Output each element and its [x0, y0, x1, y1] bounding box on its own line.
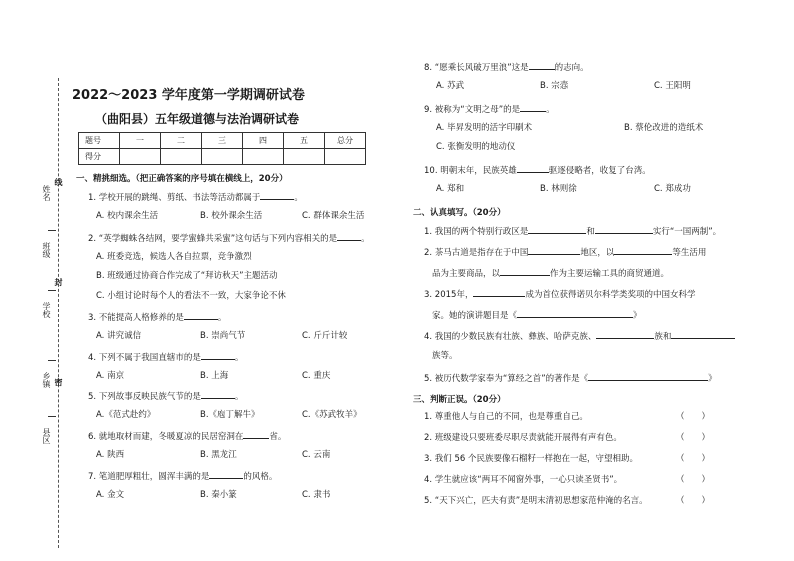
binding-township-label: 乡镇 — [42, 372, 51, 388]
fill-blank[interactable] — [473, 289, 525, 297]
fill-blank[interactable] — [528, 226, 586, 234]
binding-underline — [48, 360, 56, 361]
answer-blank[interactable] — [209, 471, 243, 479]
answer-blank[interactable] — [201, 352, 235, 360]
section3-heading: 三、判断正误。（20分） — [413, 395, 506, 405]
binding-name-label: 姓名 — [42, 185, 51, 201]
table-cell: 五 — [284, 133, 325, 149]
exam-subtitle: （曲阳县）五年级道德与法治调研试卷 — [95, 112, 300, 126]
option: A. 金文 — [96, 490, 125, 500]
option: A. 校内课余生活 — [96, 211, 159, 221]
answer-blank[interactable] — [529, 62, 555, 70]
fill-blank[interactable] — [596, 331, 654, 339]
table-cell: 二 — [161, 133, 202, 149]
score-table-header-row — [79, 133, 366, 149]
judge-item-3: 3. 我们 56 个民族要像石榴籽一样抱在一起，守望相助。 — [424, 454, 639, 464]
option: B. 校外课余生活 — [200, 211, 263, 221]
question-8: 8. “愿乘长风破万里浪”这是 的志向。 — [424, 63, 589, 73]
option: A. 郑和 — [436, 184, 465, 194]
score-cell[interactable] — [161, 149, 202, 165]
section2-heading: 二、认真填写。（20分） — [413, 208, 506, 218]
option: B. 班级通过协商合作完成了“拜访秋天”主题活动 — [96, 271, 278, 281]
answer-blank[interactable] — [243, 431, 269, 439]
option: B. 崇尚气节 — [200, 331, 246, 341]
option: A.《范式赴约》 — [96, 410, 156, 420]
answer-blank[interactable] — [337, 233, 361, 241]
option: C. 张衡发明的地动仪 — [436, 142, 516, 152]
score-table-score-row — [79, 149, 366, 165]
option: B. 蔡伦改进的造纸术 — [624, 123, 704, 133]
fill-item-2: 2. 茶马古道是指存在于中国 地区，以 等生活用 — [424, 248, 707, 258]
option: C. 斤斤计较 — [302, 331, 348, 341]
score-cell[interactable] — [325, 149, 366, 165]
score-cell[interactable] — [202, 149, 243, 165]
question-9: 9. 被称为“文明之母”的是 。 — [424, 105, 555, 115]
question-7: 7. 笔道肥厚粗壮，圆浑丰满的是 的风格。 — [88, 472, 278, 482]
fill-item-2-cont: 品为主要商品，以 作为主要运输工具的商贸通道。 — [432, 269, 670, 279]
fill-item-3: 3. 2015年， 成为首位获得诺贝尔科学类奖项的中国女科学 — [424, 290, 696, 300]
binding-district-label: 县区 — [42, 428, 51, 444]
answer-blank[interactable] — [517, 165, 549, 173]
answer-blank[interactable] — [260, 192, 294, 200]
table-cell: 四 — [243, 133, 284, 149]
answer-blank[interactable] — [520, 104, 546, 112]
option: A. 毕昇发明的活字印刷术 — [436, 123, 533, 133]
binding-line-char: 线 — [54, 178, 63, 186]
score-table — [78, 132, 366, 165]
fill-blank[interactable] — [588, 373, 708, 381]
fill-blank[interactable] — [500, 268, 550, 276]
score-cell[interactable] — [243, 149, 284, 165]
option: A. 南京 — [96, 371, 125, 381]
judge-paren[interactable]: （ ） — [676, 433, 711, 443]
option: C. 小组讨论时每个人的看法不一致，大家争论不休 — [96, 291, 286, 301]
option: B. 秦小篆 — [200, 490, 237, 500]
fill-blank[interactable] — [517, 310, 633, 318]
option: C. 王阳明 — [654, 81, 691, 91]
option: C. 重庆 — [302, 371, 331, 381]
fill-blank[interactable] — [614, 247, 672, 255]
fill-item-3-cont: 家。她的演讲题目是《 》 — [432, 311, 642, 321]
score-cell[interactable] — [120, 149, 161, 165]
option: B. 宗悫 — [540, 81, 569, 91]
binding-underline — [48, 290, 56, 291]
question-6: 6. 就地取材而建，冬暖夏凉的民居窑洞在 省。 — [88, 432, 287, 442]
option: B. 黑龙江 — [200, 450, 237, 460]
option: C. 隶书 — [302, 490, 331, 500]
judge-item-4: 4. 学生就应该“两耳不闻窗外事，一心只读圣贤书”。 — [424, 475, 623, 485]
fill-blank[interactable] — [528, 247, 580, 255]
option: A. 讲究诚信 — [96, 331, 142, 341]
option: A. 班委竞选，候选人各自拉票，竞争激烈 — [96, 252, 252, 262]
question-3: 3. 不能提高人格修养的是 。 — [88, 313, 227, 323]
binding-seal-char: 封 — [54, 278, 63, 286]
binding-school-label: 学校 — [42, 302, 51, 318]
option: A. 苏武 — [436, 81, 465, 91]
fill-blank[interactable] — [671, 331, 735, 339]
question-10: 10. 明朝末年，民族英雄 驱逐侵略者，收复了台湾。 — [424, 166, 651, 176]
judge-item-1: 1. 尊重他人与自己的不同，也是尊重自己。 — [424, 412, 588, 422]
option: B. 上海 — [200, 371, 229, 381]
answer-blank[interactable] — [184, 312, 218, 320]
fill-item-4: 4. 我国的少数民族有壮族、彝族、哈萨克族、 族和 — [424, 331, 735, 342]
question-4: 4. 下列不属于我国直辖市的是 。 — [88, 353, 244, 363]
binding-secret-char: 密 — [54, 378, 63, 386]
fill-item-4-cont: 族等。 — [432, 351, 458, 361]
question-2: 2. “英学蜘蛛各结网，要学蜜蜂共采蜜”这句话与下列内容相关的是 。 — [88, 234, 370, 244]
question-5: 5. 下列故事反映民族气节的是 。 — [88, 392, 244, 402]
option: C. 群体课余生活 — [302, 211, 365, 221]
section1-heading: 一、精挑细选。（把正确答案的序号填在横线上，20分） — [76, 174, 288, 184]
table-cell: 题号 — [79, 133, 120, 149]
judge-paren[interactable]: （ ） — [676, 454, 711, 464]
option: C. 云南 — [302, 450, 331, 460]
binding-underline — [48, 416, 56, 417]
judge-item-5: 5. “天下兴亡，匹夫有责”是明末清初思想家范仲淹的名言。 — [424, 496, 648, 506]
table-cell: 三 — [202, 133, 243, 149]
option: A. 陕西 — [96, 450, 125, 460]
option: B. 林则徐 — [540, 184, 577, 194]
judge-paren[interactable]: （ ） — [676, 412, 711, 422]
fill-item-1: 1. 我国的两个特别行政区是 和 实行“一国两制”。 — [424, 227, 722, 237]
table-cell: 总分 — [325, 133, 366, 149]
binding-line — [58, 78, 59, 548]
table-cell: 一 — [120, 133, 161, 149]
fill-item-5: 5. 被历代数学家奉为“算经之首”的著作是《 》 — [424, 374, 717, 384]
judge-paren[interactable]: （ ） — [676, 475, 711, 485]
option: C.《苏武牧羊》 — [302, 410, 362, 420]
question-1: 1. 学校开展的跳绳、剪纸、书法等活动都属于 。 — [88, 193, 303, 203]
table-cell: 得分 — [79, 149, 120, 165]
score-cell[interactable] — [284, 149, 325, 165]
binding-underline — [48, 230, 56, 231]
judge-item-2: 2. 班级建设只要班委尽职尽责就能开展得有声有色。 — [424, 433, 622, 443]
fill-blank[interactable] — [595, 226, 653, 234]
option: C. 郑成功 — [654, 184, 691, 194]
judge-paren[interactable]: （ ） — [676, 496, 711, 506]
option: B.《庖丁解牛》 — [200, 410, 260, 420]
binding-class-label: 班级 — [42, 242, 51, 258]
answer-blank[interactable] — [201, 391, 235, 399]
exam-title: 2022～2023 学年度第一学期调研试卷 — [72, 88, 305, 103]
